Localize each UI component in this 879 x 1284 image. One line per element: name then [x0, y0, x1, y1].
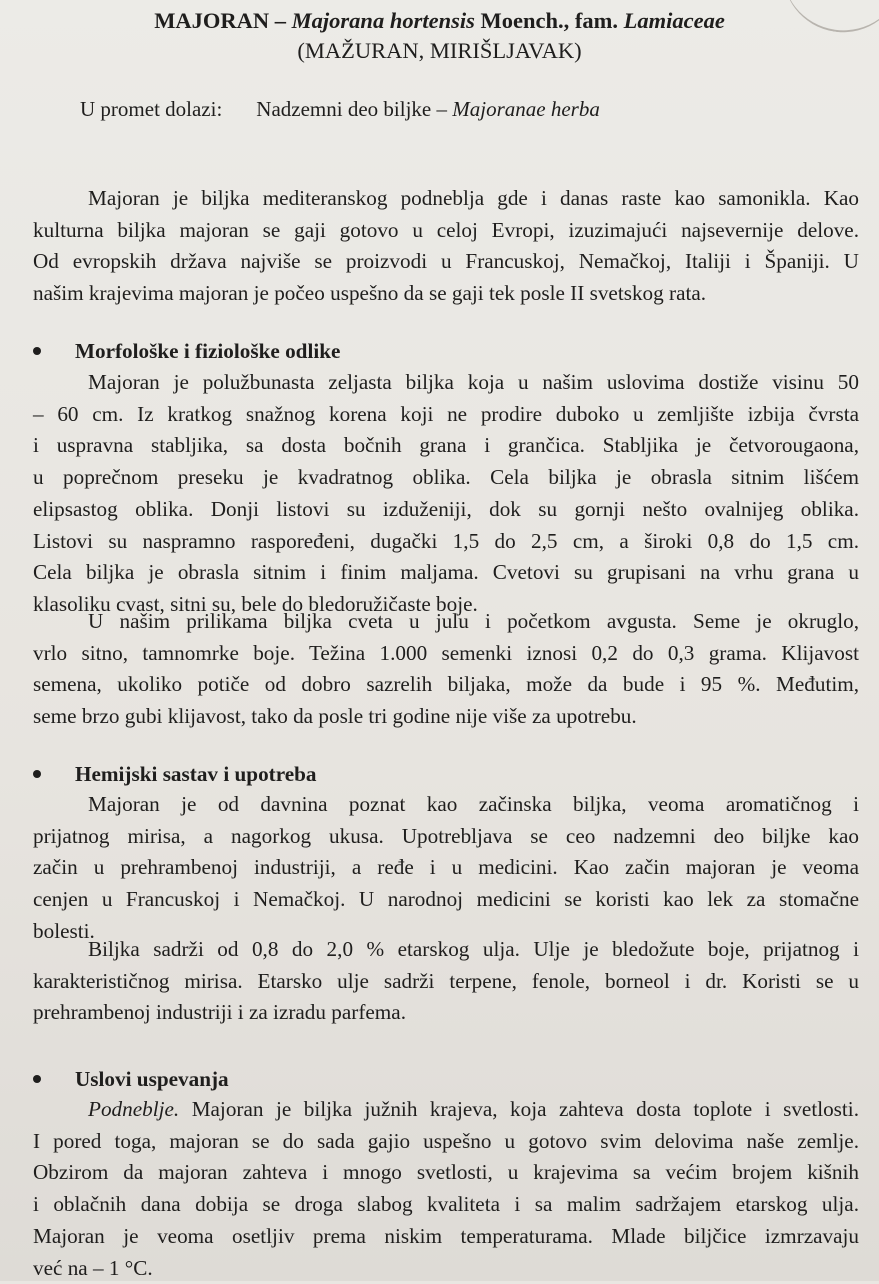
- text-line: u poprečnom preseku je kvadratnog oblika. Cela biljka je obrasla sitnim lišćem: [33, 465, 859, 490]
- page-subtitle: (MAŽURAN, MIRIŠLJAVAK): [297, 38, 582, 63]
- text-line: – 60 cm. Iz kratkog snažnog korena koji ne prodire duboko u zemljište izbija čvrsta: [33, 401, 859, 426]
- promet-line: [80, 95, 600, 123]
- text-line: semena, ukoliko potiče od dobro sazrelih biljaka, može da bude i 95 %. Međutim,: [33, 672, 859, 697]
- morphology-paragraph-1: [33, 367, 859, 621]
- text-line: i oblačnih dana dobija se droga slabog kvaliteta i sa malim sadržajem etarskog ulja.: [33, 1192, 859, 1217]
- promet-label: U promet dolazi:: [80, 97, 223, 121]
- page-title: [0, 6, 879, 36]
- text-line: Majoran je od davnina poznat kao začinska biljka, veoma aromatičnog i: [88, 792, 859, 816]
- text-line: Podneblje. Majoran je biljka južnih krajeva, koja zahteva dosta toplote i svetlosti.: [88, 1097, 859, 1121]
- text-line: Cela biljka je obrasla sitnim i finim maljama. Cvetovi su grupisani na vrhu grana u: [33, 560, 859, 585]
- text-line: elipsastog oblika. Donji listovi su izduženiji, dok su gornji nešto ovalnijeg oblika.: [33, 496, 859, 521]
- text-line: cenjen u Francuskoj i Nemačkoj. U narodnoj medicini se koristi kao lek za stomačne: [33, 887, 859, 912]
- bullet-icon: [33, 347, 41, 355]
- title-latin: Majorana hortensis: [291, 8, 475, 33]
- bullet-icon: [33, 770, 41, 778]
- intro-line: kulturna biljka majoran se gaji gotovo u celoj Evropi, izuzimajući najsevernije delove.: [33, 217, 859, 242]
- section-heading-conditions: Uslovi uspevanja: [33, 1064, 229, 1094]
- promet-latin: Majoranae herba: [452, 97, 600, 121]
- text-line: Biljka sadrži od 0,8 do 2,0 % etarskog ulja. Ulje je bledožute boje, prijatnog i: [88, 937, 859, 961]
- intro-line: našim krajevima majoran je počeo uspešno da se gaji tek posle II svetskog rata.: [33, 281, 707, 306]
- conditions-paragraph: [33, 1094, 859, 1284]
- text-line: I pored toga, majoran se do sada gajio uspešno u gotovo svim delovima naše zemlje.: [33, 1128, 859, 1153]
- section-heading-morphology: Morfološke i fiziološke odlike: [33, 336, 340, 366]
- title-family: Lamiaceae: [623, 8, 725, 33]
- text-line: prehrambenoj industriji i za izradu parfema.: [33, 1000, 406, 1025]
- title-name: MAJORAN –: [154, 8, 287, 33]
- intro-paragraph: [33, 183, 859, 310]
- text-line: karakterističnog mirisa. Etarsko ulje sadrži terpene, fenole, borneol i dr. Koristi se u: [33, 968, 859, 993]
- text-line: bolesti.: [33, 918, 95, 943]
- text-line: U našim prilikama biljka cveta u julu i početkom avgusta. Seme je okruglo,: [88, 609, 859, 633]
- text-line: Majoran je polužbunasta zeljasta biljka koja u našim uslovima dostiže visinu 50: [88, 370, 859, 394]
- text-line: vrlo sitno, tamnomrke boje. Težina 1.000 semenki iznosi 0,2 do 0,3 grama. Klijavost: [33, 640, 859, 665]
- text-line: i uspravna stabljika, sa dosta bočnih grana i grančica. Stabljika je četvorougaona,: [33, 433, 859, 458]
- morphology-paragraph-2: [33, 606, 859, 733]
- chemistry-paragraph-2: [33, 934, 859, 1029]
- promet-value: Nadzemni deo biljke: [256, 97, 432, 121]
- promet-dash: –: [436, 97, 447, 121]
- climate-label: Podneblje.: [88, 1097, 180, 1121]
- text-line: Obzirom da majoran zahteva i mnogo svetlosti, u krajevima sa većim brojem kišnih: [33, 1160, 859, 1185]
- text-line: klasoliku cvast, sitni su, bele do bledoružičaste boje.: [33, 591, 478, 616]
- chemistry-paragraph-1: [33, 789, 859, 948]
- section-heading-chemistry: Hemijski sastav i upotreba: [33, 759, 317, 789]
- intro-line: Majoran je biljka mediteranskog podneblja gde i danas raste kao samonikla. Kao: [88, 186, 859, 210]
- text-line: Listovi su naspramno raspoređeni, dugački 1,5 do 2,5 cm, a široki 0,8 do 1,5 cm.: [33, 528, 859, 553]
- bullet-icon: [33, 1075, 41, 1083]
- text-line: već na – 1 °C.: [33, 1255, 153, 1280]
- text-line: Majoran je veoma osetljiv prema niskim temperaturama. Mlade biljčice izmrzavaju: [33, 1223, 859, 1248]
- text-line: seme brzo gubi klijavost, tako da posle tri godine nije više za upotrebu.: [33, 704, 637, 729]
- text-line: začin u prehrambenoj industriji, a ređe i u medicini. Kao začin majoran je veoma: [33, 855, 859, 880]
- title-author: Moench., fam.: [480, 8, 618, 33]
- text-line: prijatnog mirisa, a nagorkog ukusa. Upotrebljava se ceo nadzemni deo biljke kao: [33, 823, 859, 848]
- intro-line: Od evropskih država najviše se proizvodi u Francuskoj, Nemačkoj, Italiji i Španiji. U: [33, 249, 859, 274]
